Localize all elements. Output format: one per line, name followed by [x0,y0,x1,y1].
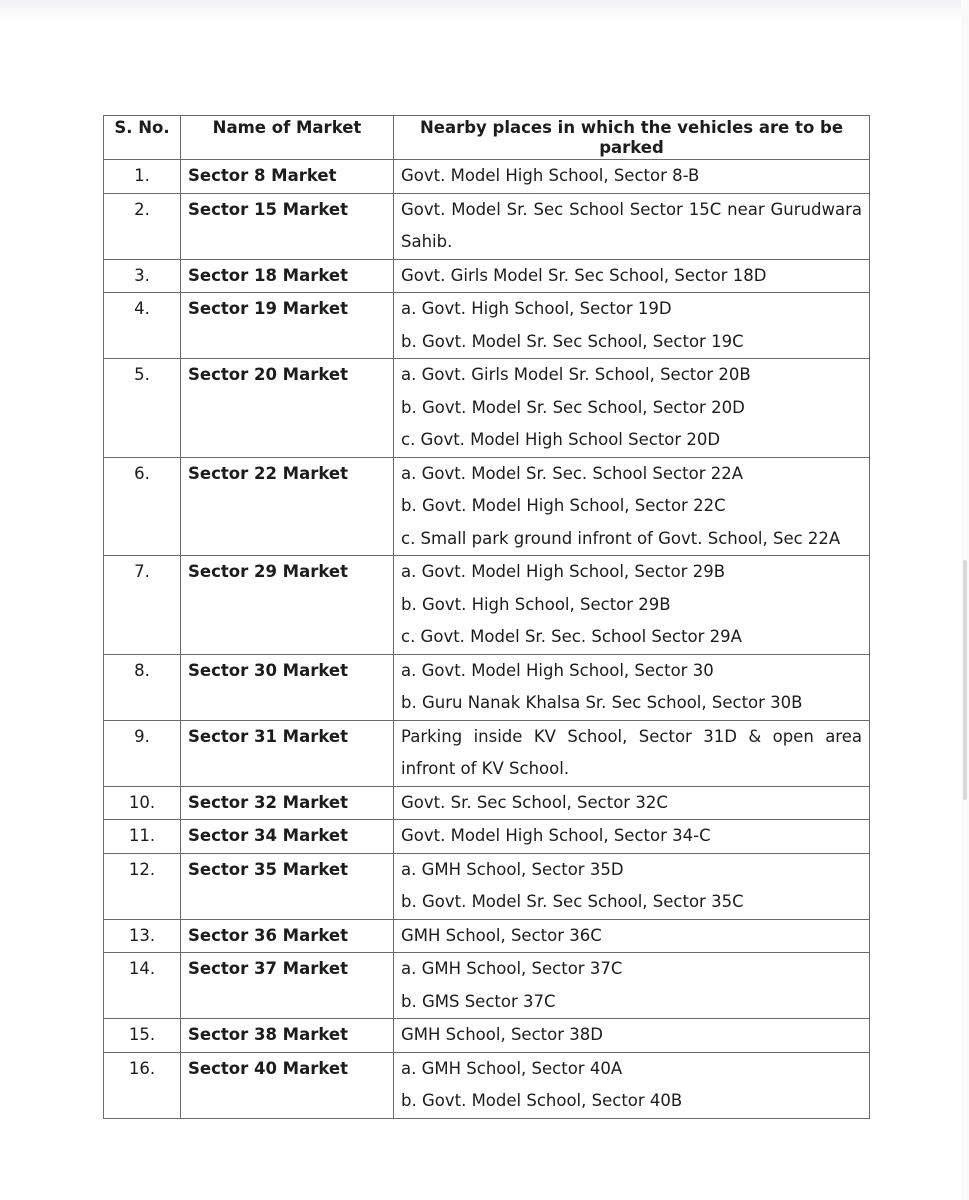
parking-places [394,654,870,720]
table-body [104,160,870,1119]
serial-number: 3. [104,259,181,293]
parking-place: b. Govt. Model High School, Sector 22C [401,496,726,515]
table-row [104,720,870,786]
market-name: Sector 34 Market [181,820,394,854]
parking-place: b. Govt. High School, Sector 29B [401,594,671,614]
market-name: Sector 29 Market [181,556,394,655]
table-row [104,654,870,720]
table-row [104,853,870,919]
header-sno: S. No. [104,116,181,160]
market-name: Sector 32 Market [181,786,394,820]
market-name: Sector 31 Market [181,720,394,786]
market-name: Sector 18 Market [181,259,394,293]
parking-place: a. Govt. Girls Model Sr. School, Sector 20B [401,365,751,384]
serial-number: 12. [104,853,181,919]
market-name: Sector 8 Market [181,160,394,194]
serial-number: 16. [104,1052,181,1118]
table-row [104,556,870,655]
parking-place: b. Guru Nanak Khalsa Sr. Sec School, Sector 30B [401,693,803,712]
parking-place: Govt. Model Sr. Sec School Sector 15C near Gurudwara Sahib. [401,199,862,251]
parking-place: a. Govt. High School, Sector 19D [401,299,672,318]
parking-place: Govt. Sr. Sec School, Sector 32C [401,792,668,812]
serial-number: 15. [104,1019,181,1053]
serial-number: 11. [104,820,181,854]
market-name: Sector 15 Market [181,193,394,259]
parking-place: b. Govt. Model Sr. Sec School, Sector 20D [401,397,745,417]
table-row [104,953,870,1019]
parking-place: Parking inside KV School, Sector 31D & open area infront of KV School. [401,726,862,778]
table-row [104,1052,870,1118]
parking-place: Govt. Model High School, Sector 8-B [401,166,700,185]
header-market-name: Name of Market [181,116,394,160]
page-top-shadow [0,0,969,22]
table-header-row [104,116,870,160]
table-row [104,786,870,820]
parking-places [394,160,870,194]
table-row [104,1019,870,1053]
parking-place: a. Govt. Model High School, Sector 30 [401,660,714,680]
parking-places [394,919,870,953]
parking-places [394,556,870,655]
market-name: Sector 38 Market [181,1019,394,1053]
serial-number: 5. [104,359,181,458]
parking-places [394,193,870,259]
parking-place: c. Govt. Model High School Sector 20D [401,430,721,449]
market-name: Sector 22 Market [181,457,394,556]
scrollbar-track[interactable] [961,0,969,1200]
market-name: Sector 36 Market [181,919,394,953]
market-name: Sector 40 Market [181,1052,394,1118]
market-name: Sector 30 Market [181,654,394,720]
serial-number: 2. [104,193,181,259]
parking-places [394,953,870,1019]
parking-places [394,359,870,458]
serial-number: 4. [104,293,181,359]
serial-number: 8. [104,654,181,720]
parking-places [394,820,870,854]
market-name: Sector 37 Market [181,953,394,1019]
parking-place: b. Govt. Model School, Sector 40B [401,1091,683,1110]
parking-place: b. Govt. Model Sr. Sec School, Sector 35C [401,892,744,911]
table-row [104,359,870,458]
parking-places [394,1052,870,1118]
parking-place: GMH School, Sector 36C [401,925,602,945]
parking-place: c. Govt. Model Sr. Sec. School Sector 29A [401,627,742,646]
serial-number: 6. [104,457,181,556]
parking-place: Govt. Model High School, Sector 34-C [401,826,711,845]
parking-places [394,720,870,786]
parking-places [394,259,870,293]
serial-number: 9. [104,720,181,786]
serial-number: 1. [104,160,181,194]
header-nearby-places: Nearby places in which the vehicles are to be parked [394,116,870,160]
table-row [104,160,870,194]
table-row [104,293,870,359]
parking-places [394,853,870,919]
table-row [104,193,870,259]
parking-place: GMH School, Sector 38D [401,1025,603,1044]
parking-places [394,786,870,820]
market-parking-table [103,115,870,1119]
market-name: Sector 20 Market [181,359,394,458]
parking-places [394,457,870,556]
parking-place: a. GMH School, Sector 37C [401,959,623,978]
parking-place: a. GMH School, Sector 35D [401,859,624,879]
parking-place: b. Govt. Model Sr. Sec School, Sector 19C [401,331,744,351]
table-row [104,259,870,293]
table-row [104,919,870,953]
serial-number: 13. [104,919,181,953]
serial-number: 14. [104,953,181,1019]
table-row [104,820,870,854]
table-row [104,457,870,556]
parking-places [394,1019,870,1053]
scrollbar-thumb[interactable] [963,560,967,800]
serial-number: 10. [104,786,181,820]
parking-place: Govt. Girls Model Sr. Sec School, Sector 18D [401,265,767,285]
market-name: Sector 19 Market [181,293,394,359]
parking-place: a. Govt. Model Sr. Sec. School Sector 22A [401,463,744,483]
parking-places [394,293,870,359]
parking-place: a. Govt. Model High School, Sector 29B [401,562,726,581]
serial-number: 7. [104,556,181,655]
parking-place: a. GMH School, Sector 40A [401,1058,623,1078]
parking-place: c. Small park ground infront of Govt. School, Sec 22A [401,528,841,548]
market-name: Sector 35 Market [181,853,394,919]
parking-place: b. GMS Sector 37C [401,991,556,1011]
